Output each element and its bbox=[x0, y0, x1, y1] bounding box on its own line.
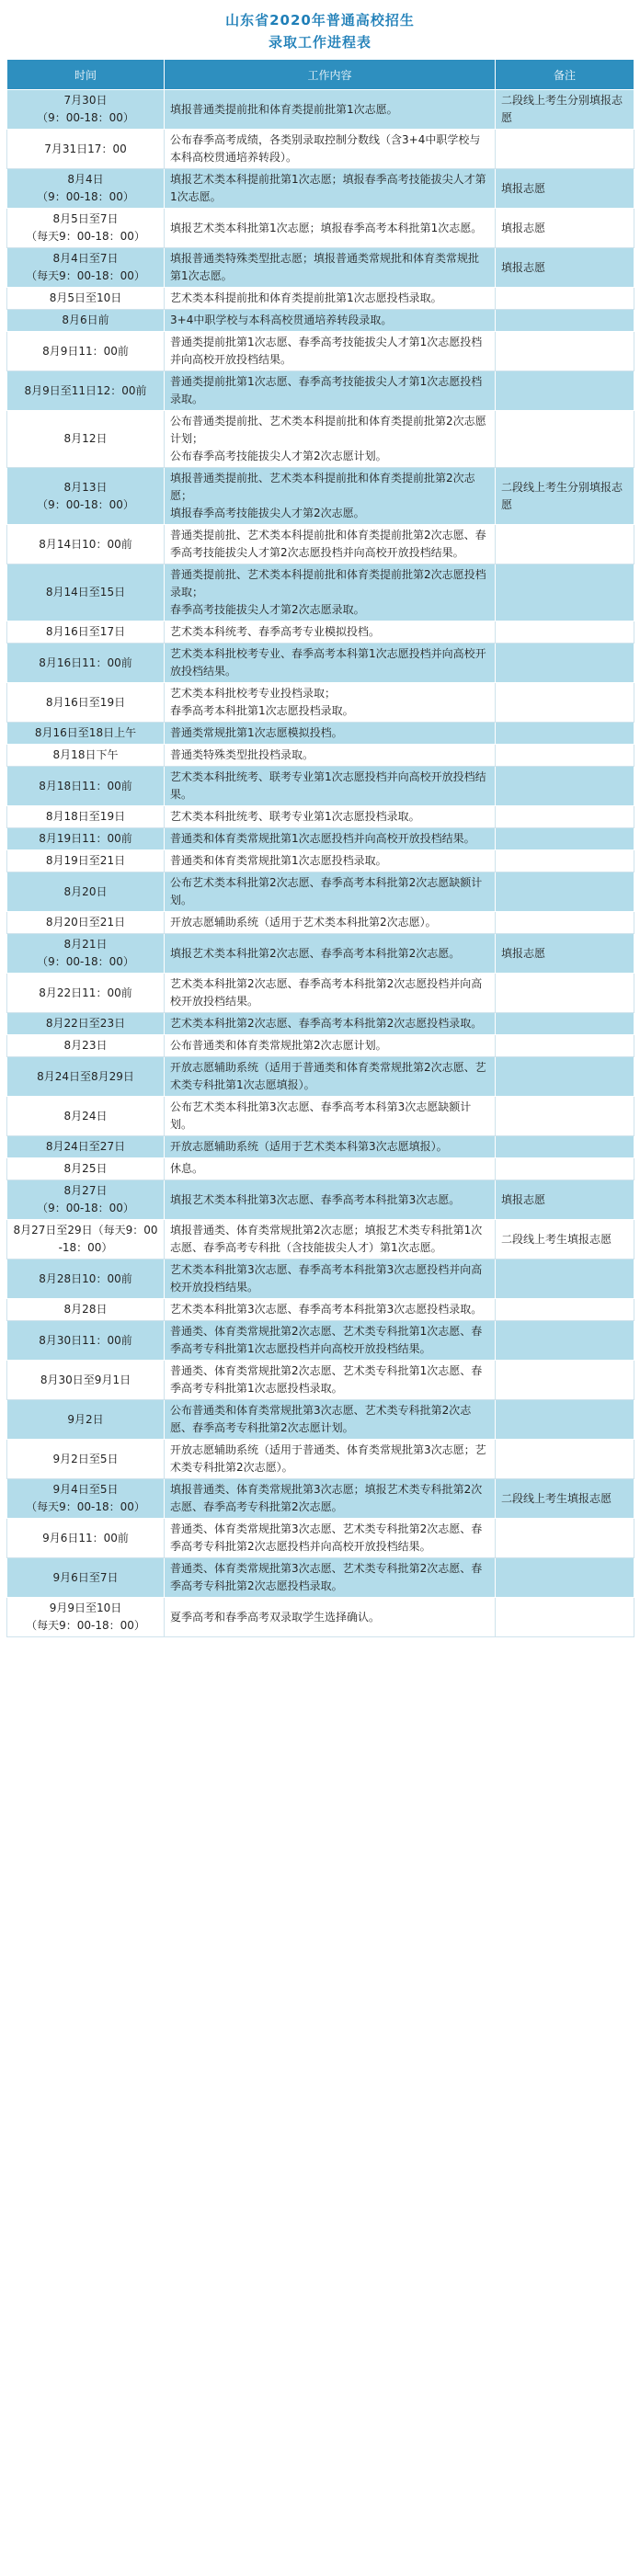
cell-content: 填报艺术类本科提前批第1次志愿；填报春季高考技能拔尖人才第1次志愿。 bbox=[165, 169, 496, 209]
cell-content: 艺术类本科批统考、联考专业第1次志愿投档录取。 bbox=[165, 806, 496, 828]
cell-time: 8月18日下午 bbox=[7, 745, 165, 767]
cell-content: 普通类提前批第1次志愿、春季高考技能拔尖人才第1次志愿投档并向高校开放投档结果。 bbox=[165, 332, 496, 371]
cell-time: 8月14日10：00前 bbox=[7, 525, 165, 564]
cell-time: 8月19日11：00前 bbox=[7, 828, 165, 850]
cell-note: 填报志愿 bbox=[496, 1180, 634, 1220]
table-row bbox=[7, 310, 634, 332]
cell-content: 夏季高考和春季高考双录取学生选择确认。 bbox=[165, 1598, 496, 1637]
cell-note bbox=[496, 1558, 634, 1598]
cell-content: 艺术类本科批第2次志愿、春季高考本科批第2次志愿投档并向高校开放投档结果。 bbox=[165, 974, 496, 1013]
cell-content: 艺术类本科批第3次志愿、春季高考本科批第3次志愿投档录取。 bbox=[165, 1299, 496, 1321]
cell-content: 填报艺术类本科批第3次志愿、春季高考本科批第3次志愿。 bbox=[165, 1180, 496, 1220]
cell-time: 8月12日 bbox=[7, 411, 165, 468]
table-row bbox=[7, 934, 634, 974]
cell-note bbox=[496, 525, 634, 564]
table-row bbox=[7, 1440, 634, 1479]
cell-time: 7月30日 （9：00-18：00） bbox=[7, 90, 165, 130]
cell-content: 普通类、体育类常规批第3次志愿、艺术类专科批第2次志愿、春季高考专科批第2次志愿投档并向高校开放投档结果。 bbox=[165, 1519, 496, 1558]
cell-time: 8月24日至8月29日 bbox=[7, 1057, 165, 1097]
cell-time: 8月5日至10日 bbox=[7, 288, 165, 310]
cell-time: 8月16日至18日上午 bbox=[7, 723, 165, 745]
cell-content: 普通类特殊类型批投档录取。 bbox=[165, 745, 496, 767]
table-row bbox=[7, 371, 634, 411]
table-row bbox=[7, 1519, 634, 1558]
cell-time: 8月5日至7日 （每天9：00-18：00） bbox=[7, 209, 165, 248]
cell-time: 8月9日11：00前 bbox=[7, 332, 165, 371]
cell-time: 9月6日至7日 bbox=[7, 1558, 165, 1598]
cell-time: 8月22日至23日 bbox=[7, 1013, 165, 1035]
table-row bbox=[7, 767, 634, 806]
cell-note bbox=[496, 723, 634, 745]
cell-time: 8月4日至7日 （每天9：00-18：00） bbox=[7, 248, 165, 288]
table-row bbox=[7, 1598, 634, 1637]
cell-time: 8月30日11：00前 bbox=[7, 1321, 165, 1361]
table-row bbox=[7, 1260, 634, 1299]
table-row bbox=[7, 1400, 634, 1440]
cell-note bbox=[496, 872, 634, 912]
cell-note bbox=[496, 745, 634, 767]
table-row bbox=[7, 288, 634, 310]
cell-note bbox=[496, 1519, 634, 1558]
cell-note bbox=[496, 310, 634, 332]
cell-note bbox=[496, 644, 634, 683]
cell-note bbox=[496, 1321, 634, 1361]
cell-content: 填报艺术类本科批第1次志愿；填报春季高考本科批第1次志愿。 bbox=[165, 209, 496, 248]
cell-content: 填报普通类提前批、艺术类本科提前批和体育类提前批第2次志愿； 填报春季高考技能拔尖人才第2次志愿。 bbox=[165, 468, 496, 525]
cell-content: 公布普通类和体育类常规批第3次志愿、艺术类专科批第2次志愿、春季高考专科批第2次志愿计划。 bbox=[165, 1400, 496, 1440]
cell-note bbox=[496, 288, 634, 310]
cell-note bbox=[496, 1013, 634, 1035]
cell-time: 8月20日 bbox=[7, 872, 165, 912]
cell-time: 8月13日 （9：00-18：00） bbox=[7, 468, 165, 525]
cell-note: 二段线上考生分别填报志愿 bbox=[496, 468, 634, 525]
cell-time: 8月22日11：00前 bbox=[7, 974, 165, 1013]
cell-time: 8月27日至29日（每天9：00-18：00） bbox=[7, 1220, 165, 1260]
cell-content: 普通类提前批、艺术类本科提前批和体育类提前批第2次志愿、春季高考技能拔尖人才第2次志愿投档并向高校开放投档结果。 bbox=[165, 525, 496, 564]
cell-time: 8月18日11：00前 bbox=[7, 767, 165, 806]
page-title: 山东省2020年普通高校招生 bbox=[225, 12, 415, 28]
cell-content: 艺术类本科批第3次志愿、春季高考本科批第3次志愿投档并向高校开放投档结果。 bbox=[165, 1260, 496, 1299]
cell-time: 8月14日至15日 bbox=[7, 564, 165, 621]
cell-time: 9月4日至5日 （每天9：00-18：00） bbox=[7, 1479, 165, 1519]
cell-content: 填报普通类、体育类常规批第2次志愿；填报艺术类专科批第1次志愿、春季高考专科批（含技能拔尖人才）第1次志愿。 bbox=[165, 1220, 496, 1260]
cell-note: 填报志愿 bbox=[496, 934, 634, 974]
cell-time: 8月30日至9月1日 bbox=[7, 1361, 165, 1400]
cell-content: 公布艺术类本科批第3次志愿、春季高考本科第3次志愿缺额计划。 bbox=[165, 1097, 496, 1136]
table-row bbox=[7, 1013, 634, 1035]
table-row bbox=[7, 723, 634, 745]
cell-time: 7月31日17：00 bbox=[7, 130, 165, 169]
cell-time: 9月6日11：00前 bbox=[7, 1519, 165, 1558]
cell-content: 普通类和体育类常规批第1次志愿投档录取。 bbox=[165, 850, 496, 872]
cell-content: 开放志愿辅助系统（适用于普通类和体育类常规批第2次志愿、艺术类专科批第1次志愿填报）。 bbox=[165, 1057, 496, 1097]
table-row bbox=[7, 1299, 634, 1321]
cell-note bbox=[496, 1260, 634, 1299]
table-row bbox=[7, 806, 634, 828]
cell-time: 8月24日 bbox=[7, 1097, 165, 1136]
cell-time: 8月20日至21日 bbox=[7, 912, 165, 934]
table-body bbox=[7, 90, 634, 1637]
cell-content: 艺术类本科批校考专业投档录取； 春季高考本科批第1次志愿投档录取。 bbox=[165, 683, 496, 723]
table-row bbox=[7, 169, 634, 209]
cell-note bbox=[496, 1400, 634, 1440]
cell-note bbox=[496, 683, 634, 723]
page bbox=[6, 0, 634, 1637]
cell-time: 8月24日至27日 bbox=[7, 1136, 165, 1158]
cell-note bbox=[496, 621, 634, 644]
cell-note bbox=[496, 1299, 634, 1321]
table-header-row bbox=[7, 60, 634, 90]
cell-note bbox=[496, 332, 634, 371]
cell-note: 二段线上考生分别填报志愿 bbox=[496, 90, 634, 130]
cell-content: 艺术类本科批校考专业、春季高考本科第1次志愿投档并向高校开放投档结果。 bbox=[165, 644, 496, 683]
cell-content: 普通类、体育类常规批第3次志愿、艺术类专科批第2次志愿、春季高考专科批第2次志愿投档录取。 bbox=[165, 1558, 496, 1598]
table-row bbox=[7, 90, 634, 130]
cell-note bbox=[496, 850, 634, 872]
table-row bbox=[7, 468, 634, 525]
table-row bbox=[7, 1097, 634, 1136]
cell-time: 8月19日至21日 bbox=[7, 850, 165, 872]
table-row bbox=[7, 644, 634, 683]
cell-note bbox=[496, 130, 634, 169]
table-row bbox=[7, 564, 634, 621]
cell-content: 填报艺术类本科批第2次志愿、春季高考本科批第2次志愿。 bbox=[165, 934, 496, 974]
cell-content: 填报普通类特殊类型批志愿；填报普通类常规批和体育类常规批第1次志愿。 bbox=[165, 248, 496, 288]
cell-time: 8月23日 bbox=[7, 1035, 165, 1057]
cell-note bbox=[496, 1097, 634, 1136]
cell-time: 9月2日 bbox=[7, 1400, 165, 1440]
cell-note bbox=[496, 371, 634, 411]
page-subtitle: 录取工作进程表 bbox=[268, 34, 371, 51]
cell-time: 8月16日至17日 bbox=[7, 621, 165, 644]
table-row bbox=[7, 209, 634, 248]
cell-content: 艺术类本科统考、春季高考专业模拟投档。 bbox=[165, 621, 496, 644]
cell-note: 填报志愿 bbox=[496, 248, 634, 288]
table-row bbox=[7, 1035, 634, 1057]
cell-content: 艺术类本科批统考、联考专业第1次志愿投档并向高校开放投档结果。 bbox=[165, 767, 496, 806]
table-row bbox=[7, 621, 634, 644]
cell-note bbox=[496, 1057, 634, 1097]
cell-note bbox=[496, 1136, 634, 1158]
table-row bbox=[7, 332, 634, 371]
table-row bbox=[7, 872, 634, 912]
cell-time: 8月4日 （9：00-18：00） bbox=[7, 169, 165, 209]
table-row bbox=[7, 1180, 634, 1220]
cell-time: 9月2日至5日 bbox=[7, 1440, 165, 1479]
header-note: 备注 bbox=[496, 60, 634, 90]
cell-content: 填报普通类、体育类常规批第3次志愿；填报艺术类专科批第2次志愿、春季高考专科批第2次志愿。 bbox=[165, 1479, 496, 1519]
cell-content: 开放志愿辅助系统（适用于艺术类本科第3次志愿填报）。 bbox=[165, 1136, 496, 1158]
table-row bbox=[7, 974, 634, 1013]
cell-note: 填报志愿 bbox=[496, 209, 634, 248]
table-row bbox=[7, 130, 634, 169]
cell-time: 8月16日至19日 bbox=[7, 683, 165, 723]
cell-content: 艺术类本科批第2次志愿、春季高考本科批第2次志愿投档录取。 bbox=[165, 1013, 496, 1035]
cell-content: 普通类和体育类常规批第1次志愿投档并向高校开放投档结果。 bbox=[165, 828, 496, 850]
cell-note bbox=[496, 912, 634, 934]
cell-content: 普通类、体育类常规批第2次志愿、艺术类专科批第1次志愿、春季高考专科批第1次志愿投档录取。 bbox=[165, 1361, 496, 1400]
cell-content: 填报普通类提前批和体育类提前批第1次志愿。 bbox=[165, 90, 496, 130]
table-row bbox=[7, 850, 634, 872]
table-row bbox=[7, 1158, 634, 1180]
cell-note bbox=[496, 767, 634, 806]
header-time: 时间 bbox=[7, 60, 165, 90]
cell-content: 艺术类本科提前批和体育类提前批第1次志愿投档录取。 bbox=[165, 288, 496, 310]
cell-content: 普通类提前批第1次志愿、春季高考技能拔尖人才第1次志愿投档录取。 bbox=[165, 371, 496, 411]
table-row bbox=[7, 1558, 634, 1598]
table-row bbox=[7, 1321, 634, 1361]
cell-content: 公布春季高考成绩，各类别录取控制分数线（含3+4中职学校与本科高校贯通培养转段）。 bbox=[165, 130, 496, 169]
cell-content: 3+4中职学校与本科高校贯通培养转段录取。 bbox=[165, 310, 496, 332]
cell-note bbox=[496, 828, 634, 850]
cell-note bbox=[496, 806, 634, 828]
cell-note: 填报志愿 bbox=[496, 169, 634, 209]
cell-note bbox=[496, 1158, 634, 1180]
cell-note bbox=[496, 1598, 634, 1637]
cell-note: 二段线上考生填报志愿 bbox=[496, 1220, 634, 1260]
header-content: 工作内容 bbox=[165, 60, 496, 90]
cell-content: 普通类常规批第1次志愿模拟投档。 bbox=[165, 723, 496, 745]
table-row bbox=[7, 1136, 634, 1158]
cell-note bbox=[496, 1440, 634, 1479]
table-row bbox=[7, 745, 634, 767]
table-row bbox=[7, 1220, 634, 1260]
cell-content: 公布普通类和体育类常规批第2次志愿计划。 bbox=[165, 1035, 496, 1057]
cell-note bbox=[496, 1035, 634, 1057]
cell-content: 公布普通类提前批、艺术类本科提前批和体育类提前批第2次志愿计划； 公布春季高考技能拔尖人才第2次志愿计划。 bbox=[165, 411, 496, 468]
table-row bbox=[7, 248, 634, 288]
cell-time: 8月18日至19日 bbox=[7, 806, 165, 828]
schedule-table bbox=[6, 59, 634, 1637]
cell-content: 公布艺术类本科批第2次志愿、春季高考本科批第2次志愿缺额计划。 bbox=[165, 872, 496, 912]
table-row bbox=[7, 1479, 634, 1519]
cell-time: 8月28日 bbox=[7, 1299, 165, 1321]
cell-time: 8月6日前 bbox=[7, 310, 165, 332]
table-row bbox=[7, 1361, 634, 1400]
cell-time: 8月21日 （9：00-18：00） bbox=[7, 934, 165, 974]
table-row bbox=[7, 525, 634, 564]
cell-content: 开放志愿辅助系统（适用于普通类、体育类常规批第3次志愿；艺术类专科批第2次志愿）。 bbox=[165, 1440, 496, 1479]
cell-time: 8月16日11：00前 bbox=[7, 644, 165, 683]
cell-content: 普通类、体育类常规批第2次志愿、艺术类专科批第1次志愿、春季高考专科批第1次志愿投档并向高校开放投档结果。 bbox=[165, 1321, 496, 1361]
table-row bbox=[7, 912, 634, 934]
cell-content: 普通类提前批、艺术类本科提前批和体育类提前批第2次志愿投档录取； 春季高考技能拔尖人才第2次志愿录取。 bbox=[165, 564, 496, 621]
cell-content: 开放志愿辅助系统（适用于艺术类本科批第2次志愿）。 bbox=[165, 912, 496, 934]
table-row bbox=[7, 411, 634, 468]
cell-time: 8月27日 （9：00-18：00） bbox=[7, 1180, 165, 1220]
cell-note bbox=[496, 564, 634, 621]
cell-note bbox=[496, 411, 634, 468]
cell-time: 8月25日 bbox=[7, 1158, 165, 1180]
cell-time: 8月28日10：00前 bbox=[7, 1260, 165, 1299]
cell-time: 8月9日至11日12：00前 bbox=[7, 371, 165, 411]
table-row bbox=[7, 828, 634, 850]
cell-note bbox=[496, 974, 634, 1013]
table-row bbox=[7, 683, 634, 723]
cell-content: 休息。 bbox=[165, 1158, 496, 1180]
table-row bbox=[7, 1057, 634, 1097]
cell-note bbox=[496, 1361, 634, 1400]
cell-time: 9月9日至10日 （每天9：00-18：00） bbox=[7, 1598, 165, 1637]
cell-note: 二段线上考生填报志愿 bbox=[496, 1479, 634, 1519]
